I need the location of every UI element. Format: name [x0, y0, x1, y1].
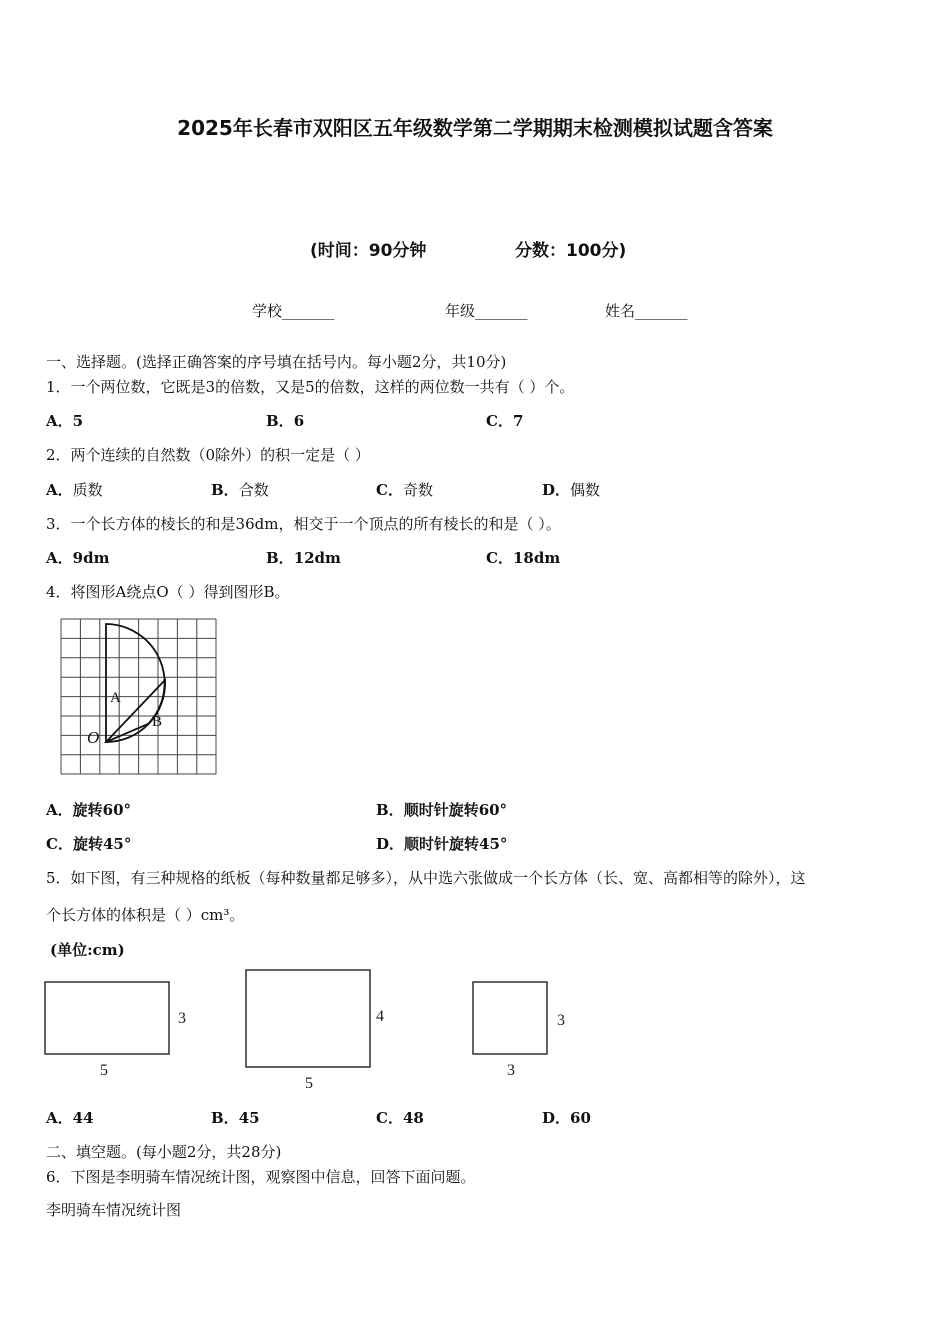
section2-heading: 二、填空题。(每小题2分，共28分) [46, 1143, 282, 1161]
q2-option-c: C．奇数 [376, 481, 433, 499]
q4-option-c: C．旋转45° [46, 835, 132, 853]
q1-option-b: B．6 [266, 412, 305, 430]
q2-text: 2．两个连续的自然数（0除外）的积一定是（ ） [46, 446, 370, 464]
q1-option-c: C．7 [486, 412, 524, 430]
q2-option-b: B．合数 [211, 481, 269, 499]
board1-height: 3 [178, 1010, 186, 1027]
board-5x4 [246, 970, 370, 1067]
label-o: O [87, 728, 100, 747]
label-b: B [152, 714, 163, 730]
score-info: 分数：100分) [515, 241, 627, 261]
time-info: (时间：90分钟 [310, 241, 427, 261]
q4-option-b: B．顺时针旋转60° [376, 801, 508, 819]
name-field: 姓名_______ [605, 302, 688, 320]
label-a: A [110, 690, 121, 706]
q3-option-c: C．18dm [486, 549, 561, 567]
page-title: 2025年长春市双阳区五年级数学第二学期期末检测模拟试题含答案 [177, 116, 773, 140]
q5-option-b: B．45 [211, 1109, 260, 1127]
board1-width: 5 [100, 1062, 108, 1079]
school-field: 学校_______ [252, 302, 335, 320]
rotation-figure [58, 616, 220, 776]
q6-chart-title: 李明骑车情况统计图 [46, 1201, 182, 1219]
q3-option-a: A．9dm [46, 549, 110, 567]
q2-option-d: D．偶数 [542, 481, 601, 499]
q4-option-d: D．顺时针旋转45° [376, 835, 508, 853]
q3-text: 3．一个长方体的棱长的和是36dm，相交于一个顶点的所有棱长的和是（ ）。 [46, 515, 561, 533]
q3-option-b: B．12dm [266, 549, 341, 567]
board-3x3 [473, 982, 547, 1054]
grade-field: 年级_______ [445, 302, 528, 320]
q5-text-line1: 5．如下图，有三种规格的纸板（每种数量都足够多），从中选六张做成一个长方体（长、宽、高都相等的除外），这 [46, 869, 806, 887]
boards-figure [40, 965, 600, 1095]
board-5x3 [45, 982, 169, 1054]
section1-heading: 一、选择题。(选择正确答案的序号填在括号内。每小题2分，共10分) [46, 353, 507, 371]
q5-option-c: C．48 [376, 1109, 424, 1127]
grid-lines [61, 619, 216, 774]
board3-height: 3 [557, 1012, 565, 1029]
unit-label: (单位:cm) [50, 941, 125, 959]
q5-option-d: D．60 [542, 1109, 591, 1127]
q4-text: 4．将图形A绕点O（ ）得到图形B。 [46, 583, 290, 601]
q1-option-a: A．5 [46, 412, 84, 430]
q2-option-a: A．质数 [46, 481, 103, 499]
q6-text: 6．下图是李明骑车情况统计图，观察图中信息，回答下面问题。 [46, 1168, 476, 1186]
board3-width: 3 [507, 1062, 515, 1079]
q5-option-a: A．44 [46, 1109, 94, 1127]
board2-height: 4 [376, 1008, 384, 1025]
q1-text: 1．一个两位数，它既是3的倍数，又是5的倍数，这样的两位数一共有（ ）个。 [46, 378, 575, 396]
board2-width: 5 [305, 1075, 313, 1092]
q5-text-line2: 个长方体的体积是（ ）cm³。 [46, 906, 245, 924]
q4-option-a: A．旋转60° [46, 801, 132, 819]
